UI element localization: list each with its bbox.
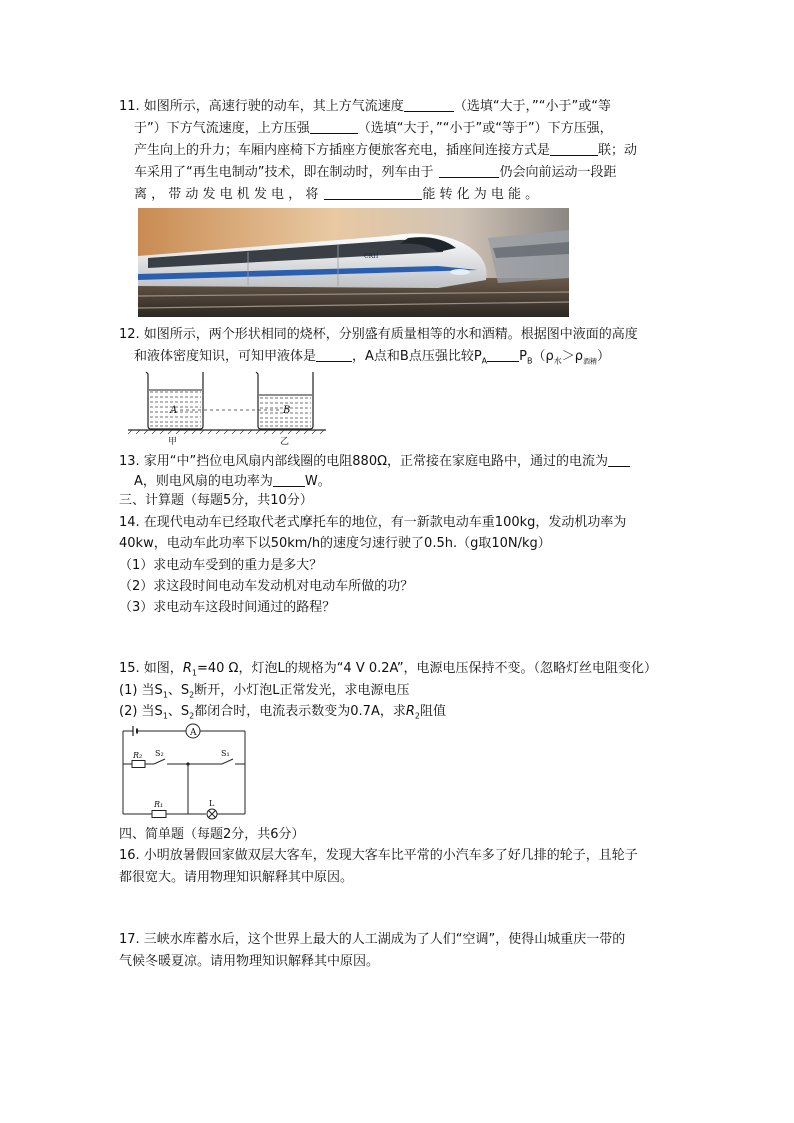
point-b-label: B [283, 405, 291, 416]
answer-blank[interactable] [404, 98, 454, 112]
beakers-diagram [128, 368, 328, 446]
lamp-label: L [209, 799, 215, 808]
section-4-heading: 四、简单题（每题2分，共6分） [119, 827, 305, 842]
circuit-diagram [118, 722, 250, 820]
beaker-right-label: 乙 [280, 437, 290, 446]
q16-line1: 16. 小明放暑假回家做双层大客车，发现大客车比平常的小汽车多了好几排的轮子，且轮子 [119, 848, 638, 863]
q12-line1: 12. 如图所示，两个形状相同的烧杯，分别盛有质量相等的水和酒精。根据图中液面的高度 [119, 327, 638, 342]
r2-label: R₂ [133, 751, 143, 760]
q15-sub2: (2) 当$S_1$、$S_2$都闭合时，电流表示数变为0.7A，求$R_2$阻值 [119, 704, 446, 721]
answer-blank[interactable] [324, 186, 422, 200]
beakers-figure [128, 368, 328, 450]
answer-blank[interactable] [550, 142, 598, 156]
beaker-left-label: 甲 [168, 437, 178, 446]
r1-label: R₁ [154, 800, 164, 809]
q11-line4: 车采用了“再生电制动”技术，即在制动时，列车由于 仍会向前运动一段距 [134, 165, 617, 180]
resistor-r1 [152, 811, 166, 818]
train-illustration [138, 208, 569, 317]
beaker-right [256, 372, 313, 429]
q11-line2: 于”）下方气流速度，上方压强 （选填“大于，”“小于”或“等于”）下方压强， [134, 121, 613, 136]
q14-sub1: （1）求电动车受到的重力是多大？ [119, 558, 323, 573]
q16-line2: 都很宽大。请用物理知识解释其中原因。 [119, 870, 354, 885]
beaker-left [146, 372, 203, 429]
answer-blank[interactable] [273, 473, 305, 487]
section-3-heading: 三、计算题（每题5分，共10分） [119, 493, 313, 508]
train-logo-text: CRH [364, 253, 379, 260]
ammeter-label: A [190, 728, 197, 738]
answer-blank[interactable] [487, 348, 519, 362]
q13-line1: 13. 家用“中”挡位电风扇内部线圈的电阻880Ω，正常接在家庭电路中，通过的电流为 [119, 453, 630, 471]
circuit-figure [118, 722, 250, 824]
s1-label: S₁ [221, 749, 230, 758]
answer-blank[interactable] [316, 348, 352, 362]
q15-sub1: (1) 当$S_1$、$S_2$断开，小灯泡L正常发光，求电源电压 [119, 683, 410, 700]
q12-line2: 和液体密度知识，可知甲液体是 ，A点和B点压强比较$P_A$ $P_B(\rho_水>\rho_{酒精})$ [134, 349, 611, 366]
q11-line5: 离 ， 带 动 发 电 机 发 电 ， 将 能 转 化 为 电 能 。 [134, 187, 539, 202]
q14-sub3: （3）求电动车这段时间通过的路程？ [119, 600, 336, 615]
train-photo [138, 208, 569, 317]
q14-line1: 14. 在现代电动车已经取代老式摩托车的地位，有一新款电动车重100kg，发动机功率为 [119, 515, 627, 530]
q13-line2: A，则电风扇的电功率为 W。 [134, 474, 331, 489]
q17-line2: 气候冬暖夏凉。请用物理知识解释其中原因。 [119, 954, 380, 969]
q17-line1: 17. 三峡水库蓄水后，这个世界上最大的人工湖成为了人们“空调”，使得山城重庆一带的 [119, 932, 626, 947]
resistor-r2 [132, 761, 145, 768]
answer-blank[interactable] [608, 453, 630, 467]
answer-blank[interactable] [310, 120, 358, 134]
q11-line1: 11. 如图所示，高速行驶的动车，其上方气流速度 （选填“大于，”“小于”或“等 [119, 99, 611, 114]
s2-label: S₂ [155, 749, 164, 758]
q14-line2: 40kw，电动车此功率下以50km/h的速度匀速行驶了0.5h.（g取10N/kg） [119, 536, 551, 551]
point-a-label: A [170, 405, 178, 416]
q14-sub2: （2）求这段时间电动车发动机对电动车所做的功？ [119, 579, 414, 594]
q15-line1: 15. 如图，$R_1=40$ Ω，灯泡L的规格为“4 V 0.2A”，电源电压保持不变。（忽略灯丝电阻变化） [119, 661, 658, 678]
q11-line3: 产生向上的升力；车厢内座椅下方插座方便旅客充电，插座间连接方式是 联；动 [134, 143, 638, 158]
answer-blank[interactable] [439, 164, 499, 178]
